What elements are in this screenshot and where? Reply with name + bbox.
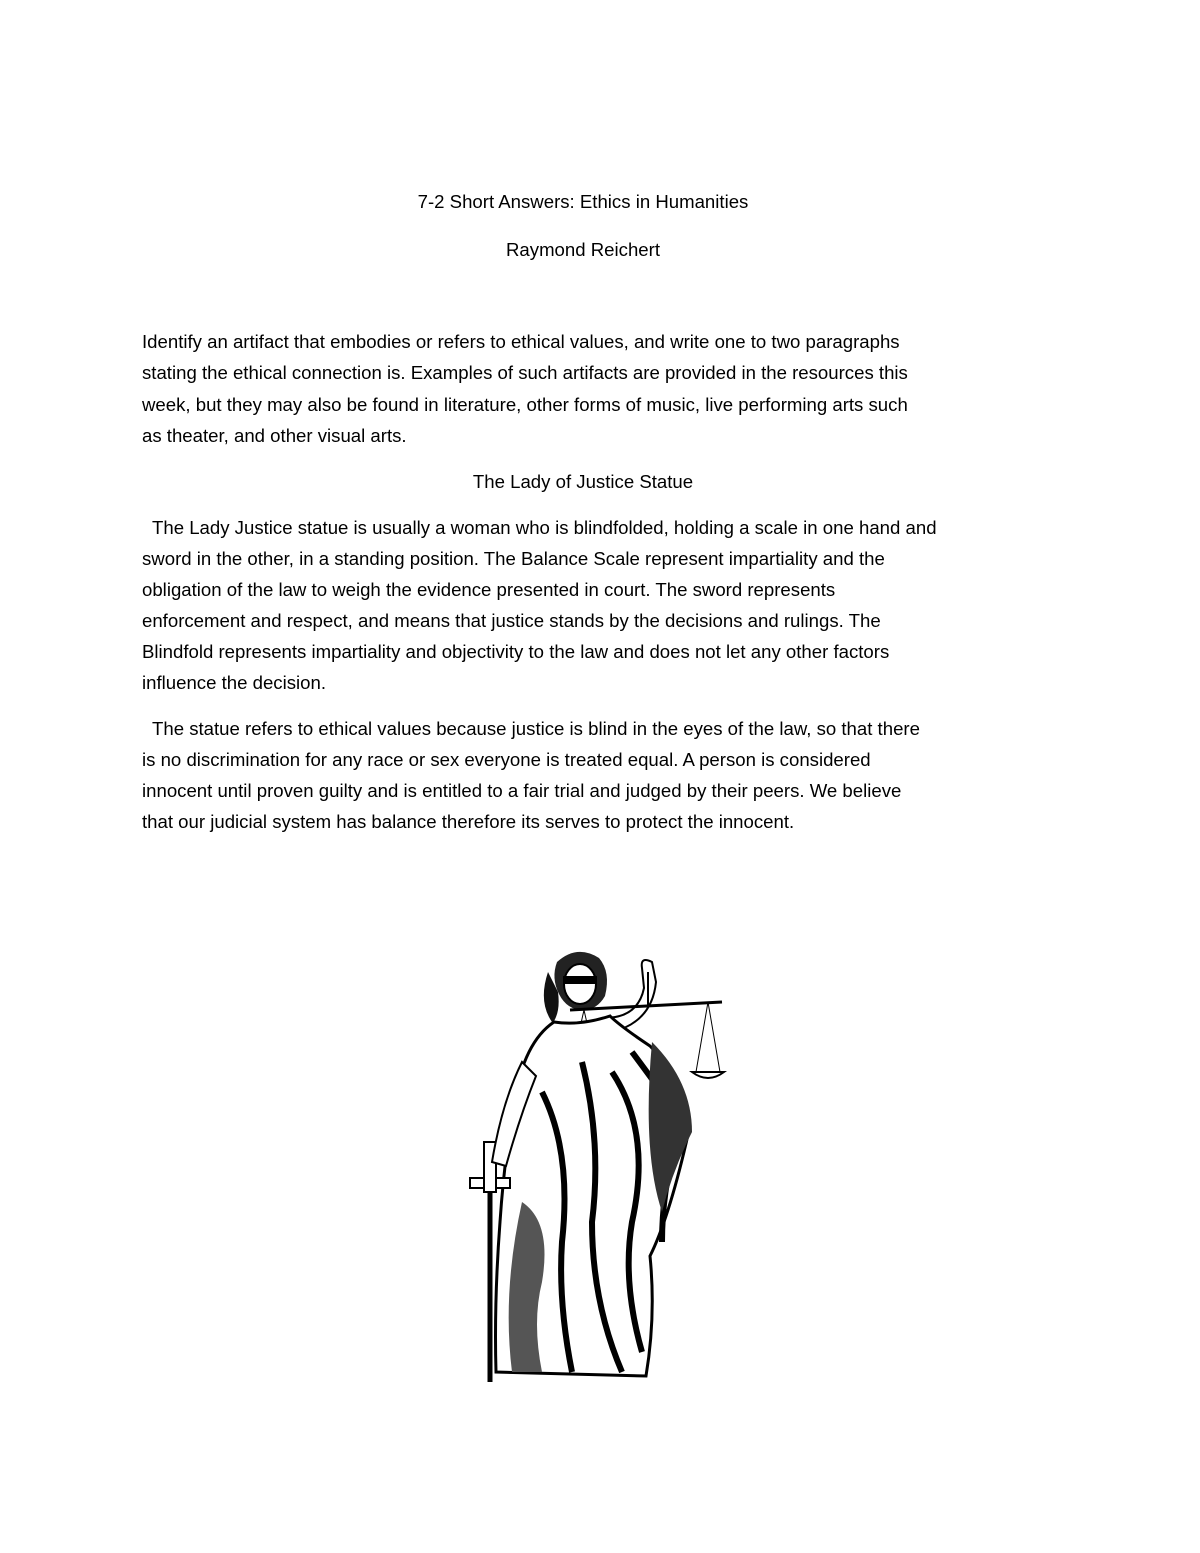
paragraph-line: that our judicial system has balance therefore its serves to protect the innocent.	[142, 811, 795, 832]
prompt-line: as theater, and other visual arts.	[142, 425, 407, 446]
blindfold	[563, 976, 597, 984]
document-title: 7-2 Short Answers: Ethics in Humanities	[417, 191, 749, 212]
author-name: Raymond Reichert	[506, 239, 660, 260]
paragraph-line: innocent until proven guilty and is entitled to a fair trial and judged by their peers. We believe	[142, 780, 902, 801]
paragraph-line: sword in the other, in a standing position. The Balance Scale represent impartiality and the	[142, 548, 885, 569]
paragraph-line: enforcement and respect, and means that justice stands by the decisions and rulings. The	[142, 610, 881, 631]
paragraph-line: Blindfold represents impartiality and objectivity to the law and does not let any other factors	[142, 641, 890, 662]
section-heading: The Lady of Justice Statue	[472, 471, 694, 492]
paragraph-line: obligation of the law to weigh the evidence presented in court. The sword represents	[142, 579, 836, 600]
paragraph-line: The statue refers to ethical values because justice is blind in the eyes of the law, so that there	[142, 718, 920, 739]
prompt-line: week, but they may also be found in literature, other forms of music, live performing arts such	[142, 394, 908, 415]
paragraph-line: is no discrimination for any race or sex everyone is treated equal. A person is considered	[142, 749, 871, 770]
lady-justice-illustration	[462, 942, 738, 1388]
paragraph-line: influence the decision.	[142, 672, 326, 693]
prompt-line: stating the ethical connection is. Examples of such artifacts are provided in the resources this	[142, 362, 908, 383]
paragraph-line: The Lady Justice statue is usually a woman who is blindfolded, holding a scale in one hand and	[142, 517, 937, 538]
prompt-line: Identify an artifact that embodies or refers to ethical values, and write one to two paragraphs	[142, 331, 900, 352]
